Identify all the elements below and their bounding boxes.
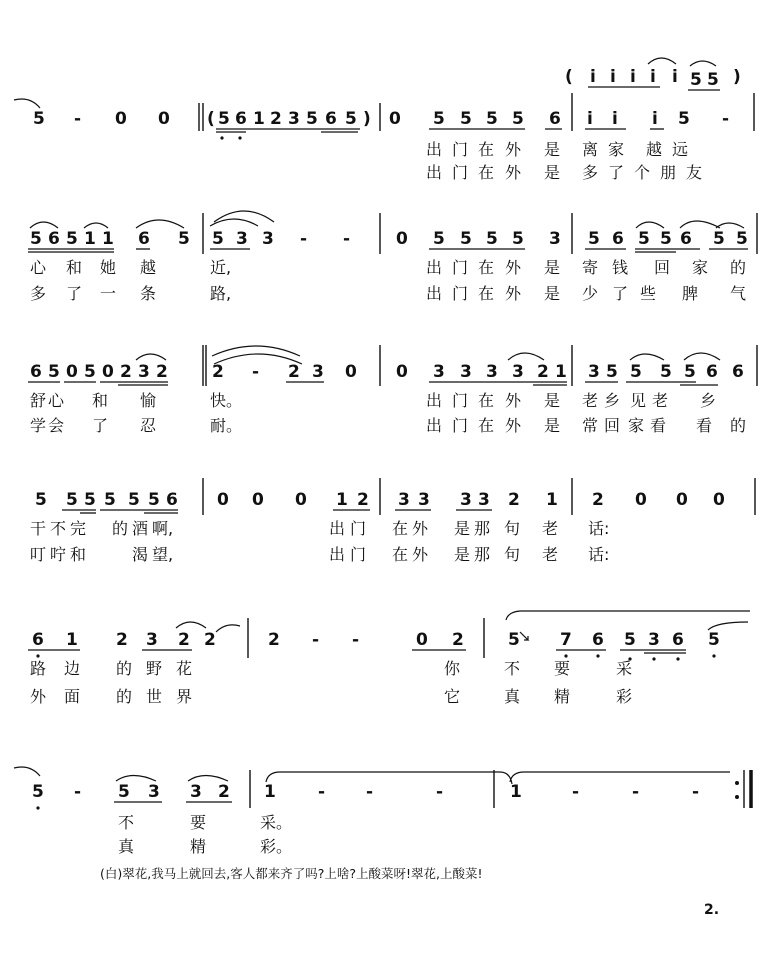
note: 7 [560,630,572,650]
note: 0 [217,490,229,510]
lyric: 是 [544,258,561,277]
note: 6 [706,362,718,382]
lyric: 和 [70,545,87,564]
lyric: 钱 [612,258,629,277]
note: 5 [678,109,690,129]
note: 5 [433,109,445,129]
note: 0 [295,490,307,510]
lyric: 在 [392,519,409,538]
lyric: 精 [554,687,571,706]
lyric: 越 [646,140,663,159]
note: i [630,67,636,87]
lyric: 脾 [682,284,699,303]
lyric: 在 [392,545,409,564]
lyric: 了 [608,163,625,182]
lyric: 学 [30,416,47,435]
note: 1 [510,782,522,802]
lyric: 多 [582,163,599,182]
spoken-note: (白)翠花,我马上就回去,客人都来齐了吗?上啥?上酸菜呀!翠花,上酸菜! [100,866,483,881]
lyric: 个 [634,163,651,182]
note: 6 [549,109,561,129]
lyric: 门 [350,519,367,538]
note: i [587,109,593,129]
lyric: 你 [444,659,461,678]
lyric: 回 [604,416,621,435]
lyric: 门 [452,140,469,159]
lyric: 忍 [140,416,157,435]
lyric: 家 [628,416,645,435]
system-1 [14,93,754,182]
lyric: 出 [426,416,443,435]
note: 5 [508,630,520,650]
lyric: 外 [30,687,47,706]
system-3 [28,345,757,435]
lyric: 界 [176,687,193,706]
lyric: 路, [210,284,232,303]
note: 5 [588,229,600,249]
lyric: 看 [696,416,713,435]
note: 3 [288,109,300,129]
note: 5 [84,362,96,382]
note: 6 [30,362,42,382]
note: 5 [486,229,498,249]
lyric: 的 [116,659,133,678]
note: 3 [478,490,490,510]
dash: - [722,109,730,129]
lyric: 一 [100,284,117,303]
lyric: 外 [505,258,522,277]
lyric: 看 [650,416,667,435]
lyric: 在 [478,416,495,435]
lyric: 彩 [616,687,633,706]
lyric: 在 [478,163,495,182]
note: 1 [253,109,265,129]
lyric: 耐。 [210,416,243,435]
lyric: 家 [692,258,709,277]
note: 0 [416,630,428,650]
note: 1 [555,362,567,382]
lyric: 是 [454,519,471,538]
note: 3 [588,362,600,382]
note: 0 [66,362,78,382]
note: 2 [270,109,282,129]
note: 6 [592,630,604,650]
note: 6 [235,109,247,129]
lyric: 门 [452,284,469,303]
note: 5 [306,109,318,129]
lyric: 要 [190,813,207,832]
lyric: 干 [30,519,47,538]
note: 3 [549,229,561,249]
note: 2 [508,490,520,510]
lyric: 外 [505,391,522,410]
lyric: 老 [652,391,669,410]
lyric: 外 [505,416,522,435]
lyric: 咛 [50,545,67,564]
lyric: 出 [329,545,346,564]
note: 5 [66,490,78,510]
note: 5 [345,109,357,129]
note: 3 [486,362,498,382]
paren: ( [207,109,215,129]
note: 5 [33,109,45,129]
lyric: 外 [412,545,429,564]
dash: - [318,782,326,802]
lyric: 采。 [260,813,293,832]
note: 3 [146,630,158,650]
lyric: 叮 [30,545,47,564]
note: 3 [460,362,472,382]
note: 3 [312,362,324,382]
lyric: 要 [554,659,571,678]
lyric: 在 [478,258,495,277]
note: 1 [264,782,276,802]
note: 6 [612,229,624,249]
dash: - [343,229,351,249]
dash: - [252,362,260,382]
lyric: 彩。 [260,837,293,856]
note: i [652,109,658,129]
note: 0 [389,109,401,129]
note: 1 [102,229,114,249]
lyric: 渴 [132,545,149,564]
system-6 [14,767,751,856]
note: 6 [680,229,692,249]
lyric: 离 [582,140,599,159]
note: 5 [128,490,140,510]
note: 2 [452,630,464,650]
lyric: 远 [672,140,689,159]
lyric: 啊, [152,519,174,538]
lyric: 近, [210,258,232,277]
lyric: 会 [48,416,65,435]
note: 0 [396,362,408,382]
note: 5 [118,782,130,802]
dash: - [352,630,360,650]
note: 0 [252,490,264,510]
lyric: 门 [452,391,469,410]
lyric: 的 [730,416,747,435]
lyric: 老 [542,519,559,538]
system-5 [28,611,750,706]
dash: - [632,782,640,802]
lyric: 真 [118,837,135,856]
note: 5 [630,362,642,382]
lyric: 少 [582,284,599,303]
note: 6 [732,362,744,382]
note: 5 [66,229,78,249]
note: 2 [218,782,230,802]
note: 2 [592,490,604,510]
note: 2 [116,630,128,650]
lyric: 的 [112,519,129,538]
note: 5 [512,229,524,249]
note: 6 [138,229,150,249]
note: 0 [635,490,647,510]
lyric: 了 [612,284,629,303]
page-number: 2. [704,902,720,918]
note: 5 [30,229,42,249]
note: 3 [148,782,160,802]
note: 0 [713,490,725,510]
dash: - [74,782,82,802]
lyric: 门 [452,163,469,182]
note: 2 [156,362,168,382]
note: 0 [676,490,688,510]
note: 2 [212,362,224,382]
note: 3 [460,490,472,510]
lyric: 面 [64,687,81,706]
lyric: 采 [616,659,633,678]
note: 2 [178,630,190,650]
note: i [672,67,678,87]
note: 5 [460,229,472,249]
note: 5 [460,109,472,129]
lyric: 在 [478,391,495,410]
lyric: 话: [588,519,610,538]
note: 5 [660,362,672,382]
note: 5 [638,229,650,249]
lyric: 出 [426,140,443,159]
note: 2 [268,630,280,650]
note: 6 [325,109,337,129]
lyric: 不 [504,659,521,678]
lyric: 外 [505,284,522,303]
lyric: 了 [66,284,83,303]
lyric: 是 [544,284,561,303]
note: 6 [672,630,684,650]
lyric: 老 [542,545,559,564]
lyric: 朋 [660,163,677,182]
lyric: 路 [30,659,47,678]
lyric: 些 [640,284,657,303]
lyric: 酒 [132,519,149,538]
lyric: 家 [608,140,625,159]
note: 1 [84,229,96,249]
lyric: 心 [48,391,65,410]
note: 5 [178,229,190,249]
dash: - [692,782,700,802]
note: 0 [158,109,170,129]
note: 3 [512,362,524,382]
note: 3 [262,229,274,249]
paren-close: ) [733,67,741,87]
note: 3 [398,490,410,510]
lyric: 句 [504,519,521,538]
note: 3 [190,782,202,802]
lyric: 真 [504,687,521,706]
lyric: 见 [630,391,647,410]
dash: - [436,782,444,802]
note: 2 [120,362,132,382]
lyric: 了 [92,416,109,435]
lyric: 常 [582,416,599,435]
lyric: 多 [30,284,47,303]
lyric: 友 [686,163,703,182]
lyric: 野 [146,659,163,678]
note: i [650,67,656,87]
lyric: 她 [100,258,117,277]
lyric: 世 [146,687,163,706]
paren: ) [363,109,371,129]
note: 6 [166,490,178,510]
lyric: 越 [140,258,157,277]
lyric: 出 [426,284,443,303]
note: 5 [708,630,720,650]
lyric: 在 [478,284,495,303]
lyric: 外 [505,140,522,159]
note: 5 [104,490,116,510]
note: 2 [357,490,369,510]
lyric: 不 [118,813,135,832]
system-4 [30,478,755,564]
note: 5 [35,490,47,510]
lyric: 回 [654,258,671,277]
note: 6 [32,630,44,650]
note: 5 [433,229,445,249]
lyric: 快。 [210,391,243,410]
lyric: 花 [176,659,193,678]
lyric: 是 [544,391,561,410]
dash: - [74,109,82,129]
note: 5 [690,70,702,90]
note: 0 [102,362,114,382]
lyric: 外 [412,519,429,538]
lyric: 是 [454,545,471,564]
lyric: 完 [70,519,87,538]
lyric: 是 [544,416,561,435]
lyric: 和 [66,258,83,277]
note: 6 [48,229,60,249]
dash: - [572,782,580,802]
lyric: 精 [190,837,207,856]
paren-open: ( [565,67,573,87]
note: 5 [736,229,748,249]
lyric: 边 [64,659,81,678]
lyric: 的 [116,687,133,706]
lyric: 外 [505,163,522,182]
note: 5 [606,362,618,382]
dash: - [366,782,374,802]
note: 5 [84,490,96,510]
note: 5 [32,782,44,802]
lyric: 是 [544,140,561,159]
lyric: 出 [426,391,443,410]
note: 5 [218,109,230,129]
repeat-end-sign [735,770,751,808]
note: 0 [396,229,408,249]
note: 5 [512,109,524,129]
note: 5 [48,362,60,382]
note: 0 [345,362,357,382]
lyric: 门 [452,258,469,277]
lyric: 门 [452,416,469,435]
lyric: 条 [140,284,157,303]
note: 3 [138,362,150,382]
lyric: 的 [730,258,747,277]
lyric: 句 [504,545,521,564]
lyric: 不 [50,519,67,538]
lyric: 和 [92,391,109,410]
lyric: 门 [350,545,367,564]
lyric: 舒 [30,391,47,410]
note: 2 [288,362,300,382]
lyric: 乡 [700,391,717,410]
note: 1 [546,490,558,510]
note: 2 [204,630,216,650]
note: i [610,67,616,87]
note: 5 [212,229,224,249]
intro-bracket-phrase [565,58,741,90]
dash: - [300,229,308,249]
lyric: 它 [444,687,461,706]
lyric: 出 [426,258,443,277]
lyric: 出 [426,163,443,182]
note: 5 [148,490,160,510]
note: 1 [66,630,78,650]
note: i [612,109,618,129]
lyric: 是 [544,163,561,182]
note: 5 [660,229,672,249]
lyric: 寄 [582,258,599,277]
lyric: 在 [478,140,495,159]
note: 1 [336,490,348,510]
lyric: 气 [730,284,747,303]
lyric: 老 [582,391,599,410]
lyric: 出 [329,519,346,538]
lyric: 话: [588,545,610,564]
lyric: 望, [152,545,174,564]
note: 5 [713,229,725,249]
note: 0 [115,109,127,129]
note: 5 [684,362,696,382]
note: 5 [707,70,719,90]
note: 3 [236,229,248,249]
lyric: 那 [474,545,491,564]
note: 3 [433,362,445,382]
note: 5 [486,109,498,129]
lyric: 乡 [604,391,621,410]
dash: - [312,630,320,650]
note: 3 [418,490,430,510]
note: i [590,67,596,87]
lyric: 那 [474,519,491,538]
lyric: 愉 [140,391,157,410]
lyric: 心 [30,258,47,277]
note: 5 [624,630,636,650]
note: 2 [537,362,549,382]
note: 3 [648,630,660,650]
system-2 [28,211,757,303]
